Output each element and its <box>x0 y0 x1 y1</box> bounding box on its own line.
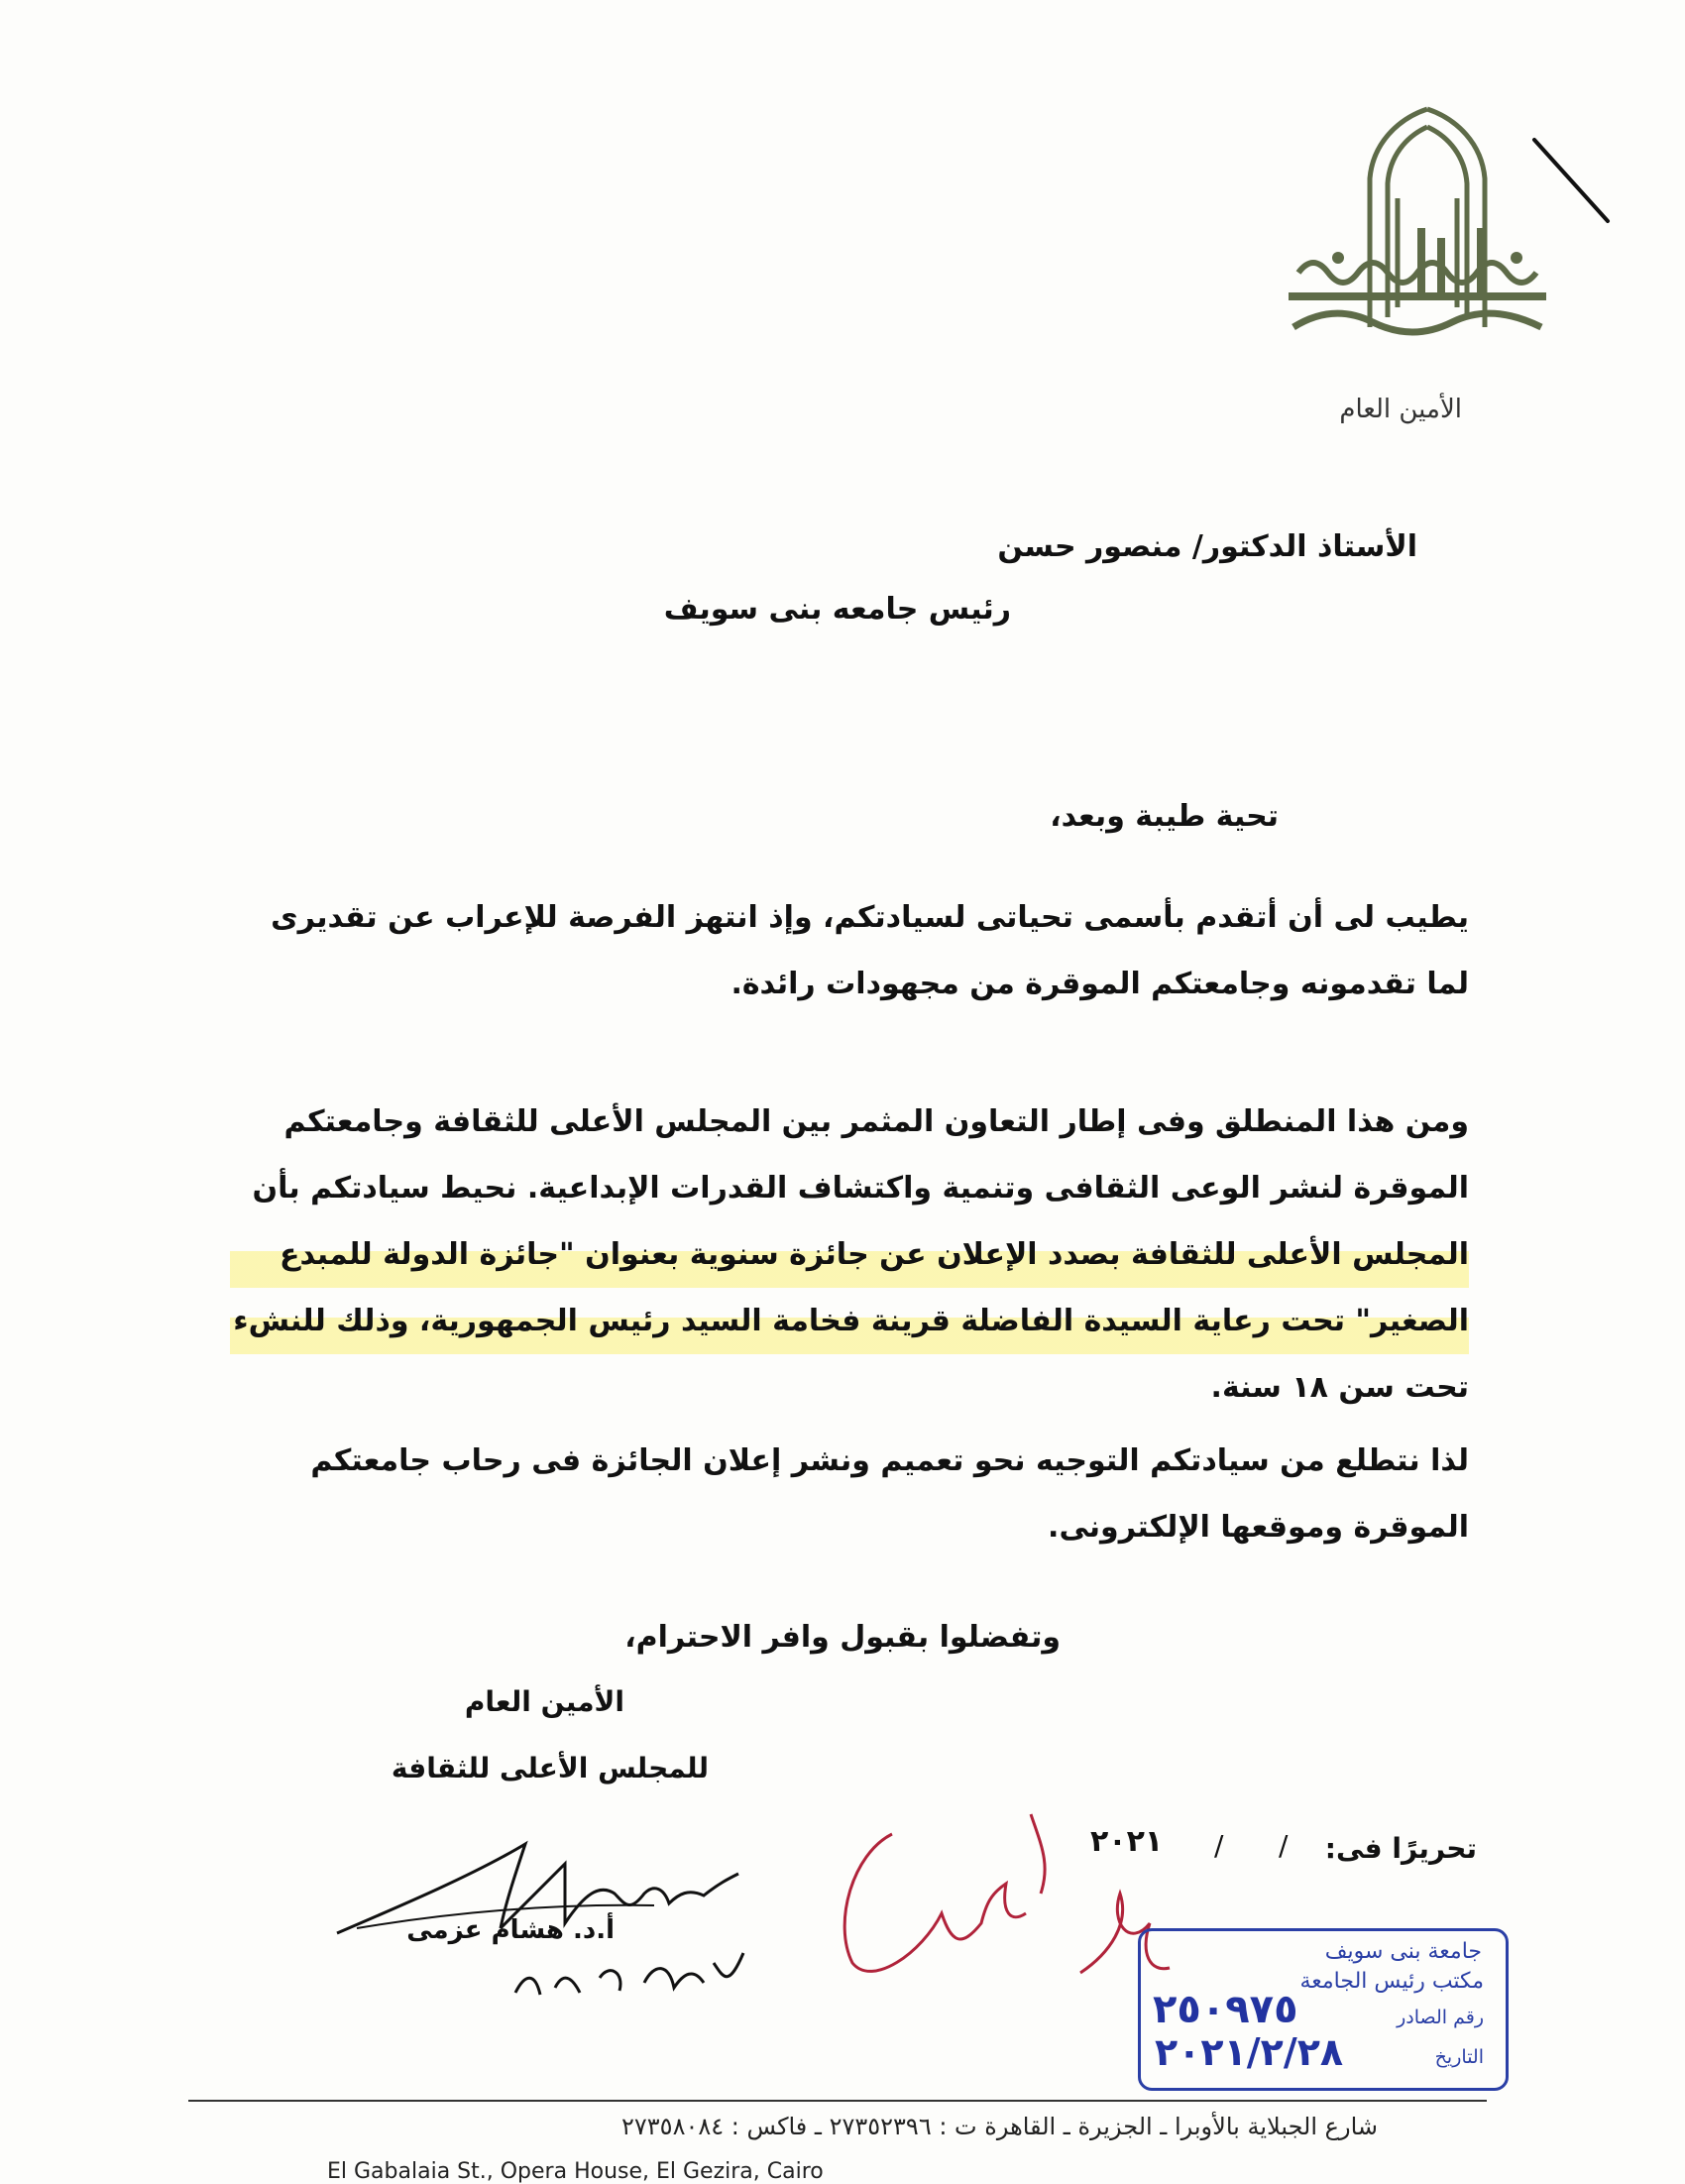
paragraph-line: تحت سن ١٨ سنة. <box>1210 1370 1469 1405</box>
addressee-name: الأستاذ الدكتور/ منصور حسن <box>997 529 1417 564</box>
letterhead-title: الأمين العام <box>1339 395 1462 424</box>
paragraph-intro <box>230 884 1469 1017</box>
signatory-name: أ.د. هشام عزمى <box>406 1915 615 1945</box>
date-separator: / <box>1279 1829 1289 1862</box>
incoming-stamp <box>1138 1928 1509 2091</box>
stamp-office: مكتب رئيس الجامعة <box>1299 1969 1484 1994</box>
paragraph-announcement <box>230 1089 1469 1421</box>
pen-stroke-mark <box>1526 134 1616 228</box>
stamp-date-label: التاريخ <box>1434 2046 1484 2068</box>
stamp-number: ٢٥٠٩٧٥ <box>1153 1987 1298 2032</box>
signatory-organization: للمجلس الأعلى للثقافة <box>391 1752 709 1784</box>
date-separator: / <box>1214 1829 1224 1862</box>
council-logo <box>1279 99 1566 367</box>
paragraph-line: لما تقدمونه وجامعتكم الموقرة من مجهودات رائدة. <box>730 967 1469 1001</box>
paragraph-line-highlighted: الصغير" تحت رعاية السيدة الفاضلة قرينة فخامة السيد رئيس الجمهورية، وذلك للنشء <box>230 1288 1469 1354</box>
stamp-number-label: رقم الصادر <box>1397 2007 1484 2028</box>
stamp-date: ٢٠٢١/٢/٢٨ <box>1155 2030 1344 2074</box>
greeting: تحية طيبة وبعد، <box>1050 799 1279 834</box>
paragraph-line-highlighted: المجلس الأعلى للثقافة بصدد الإعلان عن جائزة سنوية بعنوان "جائزة الدولة للمبدع <box>230 1221 1469 1288</box>
addressee-role: رئيس جامعه بنى سويف <box>663 592 1011 627</box>
paragraph-line: يطيب لى أن أتقدم بأسمى تحياتى لسيادتكم، وإذ انتهز الفرصة للإعراب عن تقديرى <box>271 900 1469 935</box>
date-label: تحريرًا فى: <box>1324 1832 1477 1865</box>
date-year: ٢٠٢١ <box>1090 1824 1164 1859</box>
footer-address-english: El Gabalaia St., Opera House, El Gezira, Cairo <box>327 2159 824 2184</box>
signatory-title: الأمين العام <box>464 1685 624 1718</box>
paragraph-line: ومن هذا المنطلق وفى إطار التعاون المثمر بين المجلس الأعلى للثقافة وجامعتكم <box>283 1104 1469 1139</box>
stamp-university: جامعة بنى سويف <box>1324 1939 1482 1964</box>
handwritten-note <box>506 1933 753 2012</box>
footer-address-arabic: شارع الجبلاية بالأوبرا ـ الجزيرة ـ القاهرة ت : ٢٧٣٥٢٣٩٦ ـ فاكس : ٢٧٣٥٨٠٨٤ <box>621 2113 1378 2140</box>
footer-divider <box>188 2100 1487 2102</box>
paragraph-line: لذا نتطلع من سيادتكم التوجيه نحو تعميم ونشر إعلان الجائزة فى رحاب جامعتكم <box>310 1443 1469 1478</box>
closing-line: وتفضلوا بقبول وافر الاحترام، <box>624 1620 1061 1655</box>
paragraph-line: الموقرة لنشر الوعى الثقافى وتنمية واكتشاف القدرات الإبداعية. نحيط سيادتكم بأن <box>252 1171 1469 1206</box>
paragraph-line: الموقرة وموقعها الإلكترونى. <box>1048 1510 1469 1545</box>
paragraph-request <box>230 1428 1469 1560</box>
